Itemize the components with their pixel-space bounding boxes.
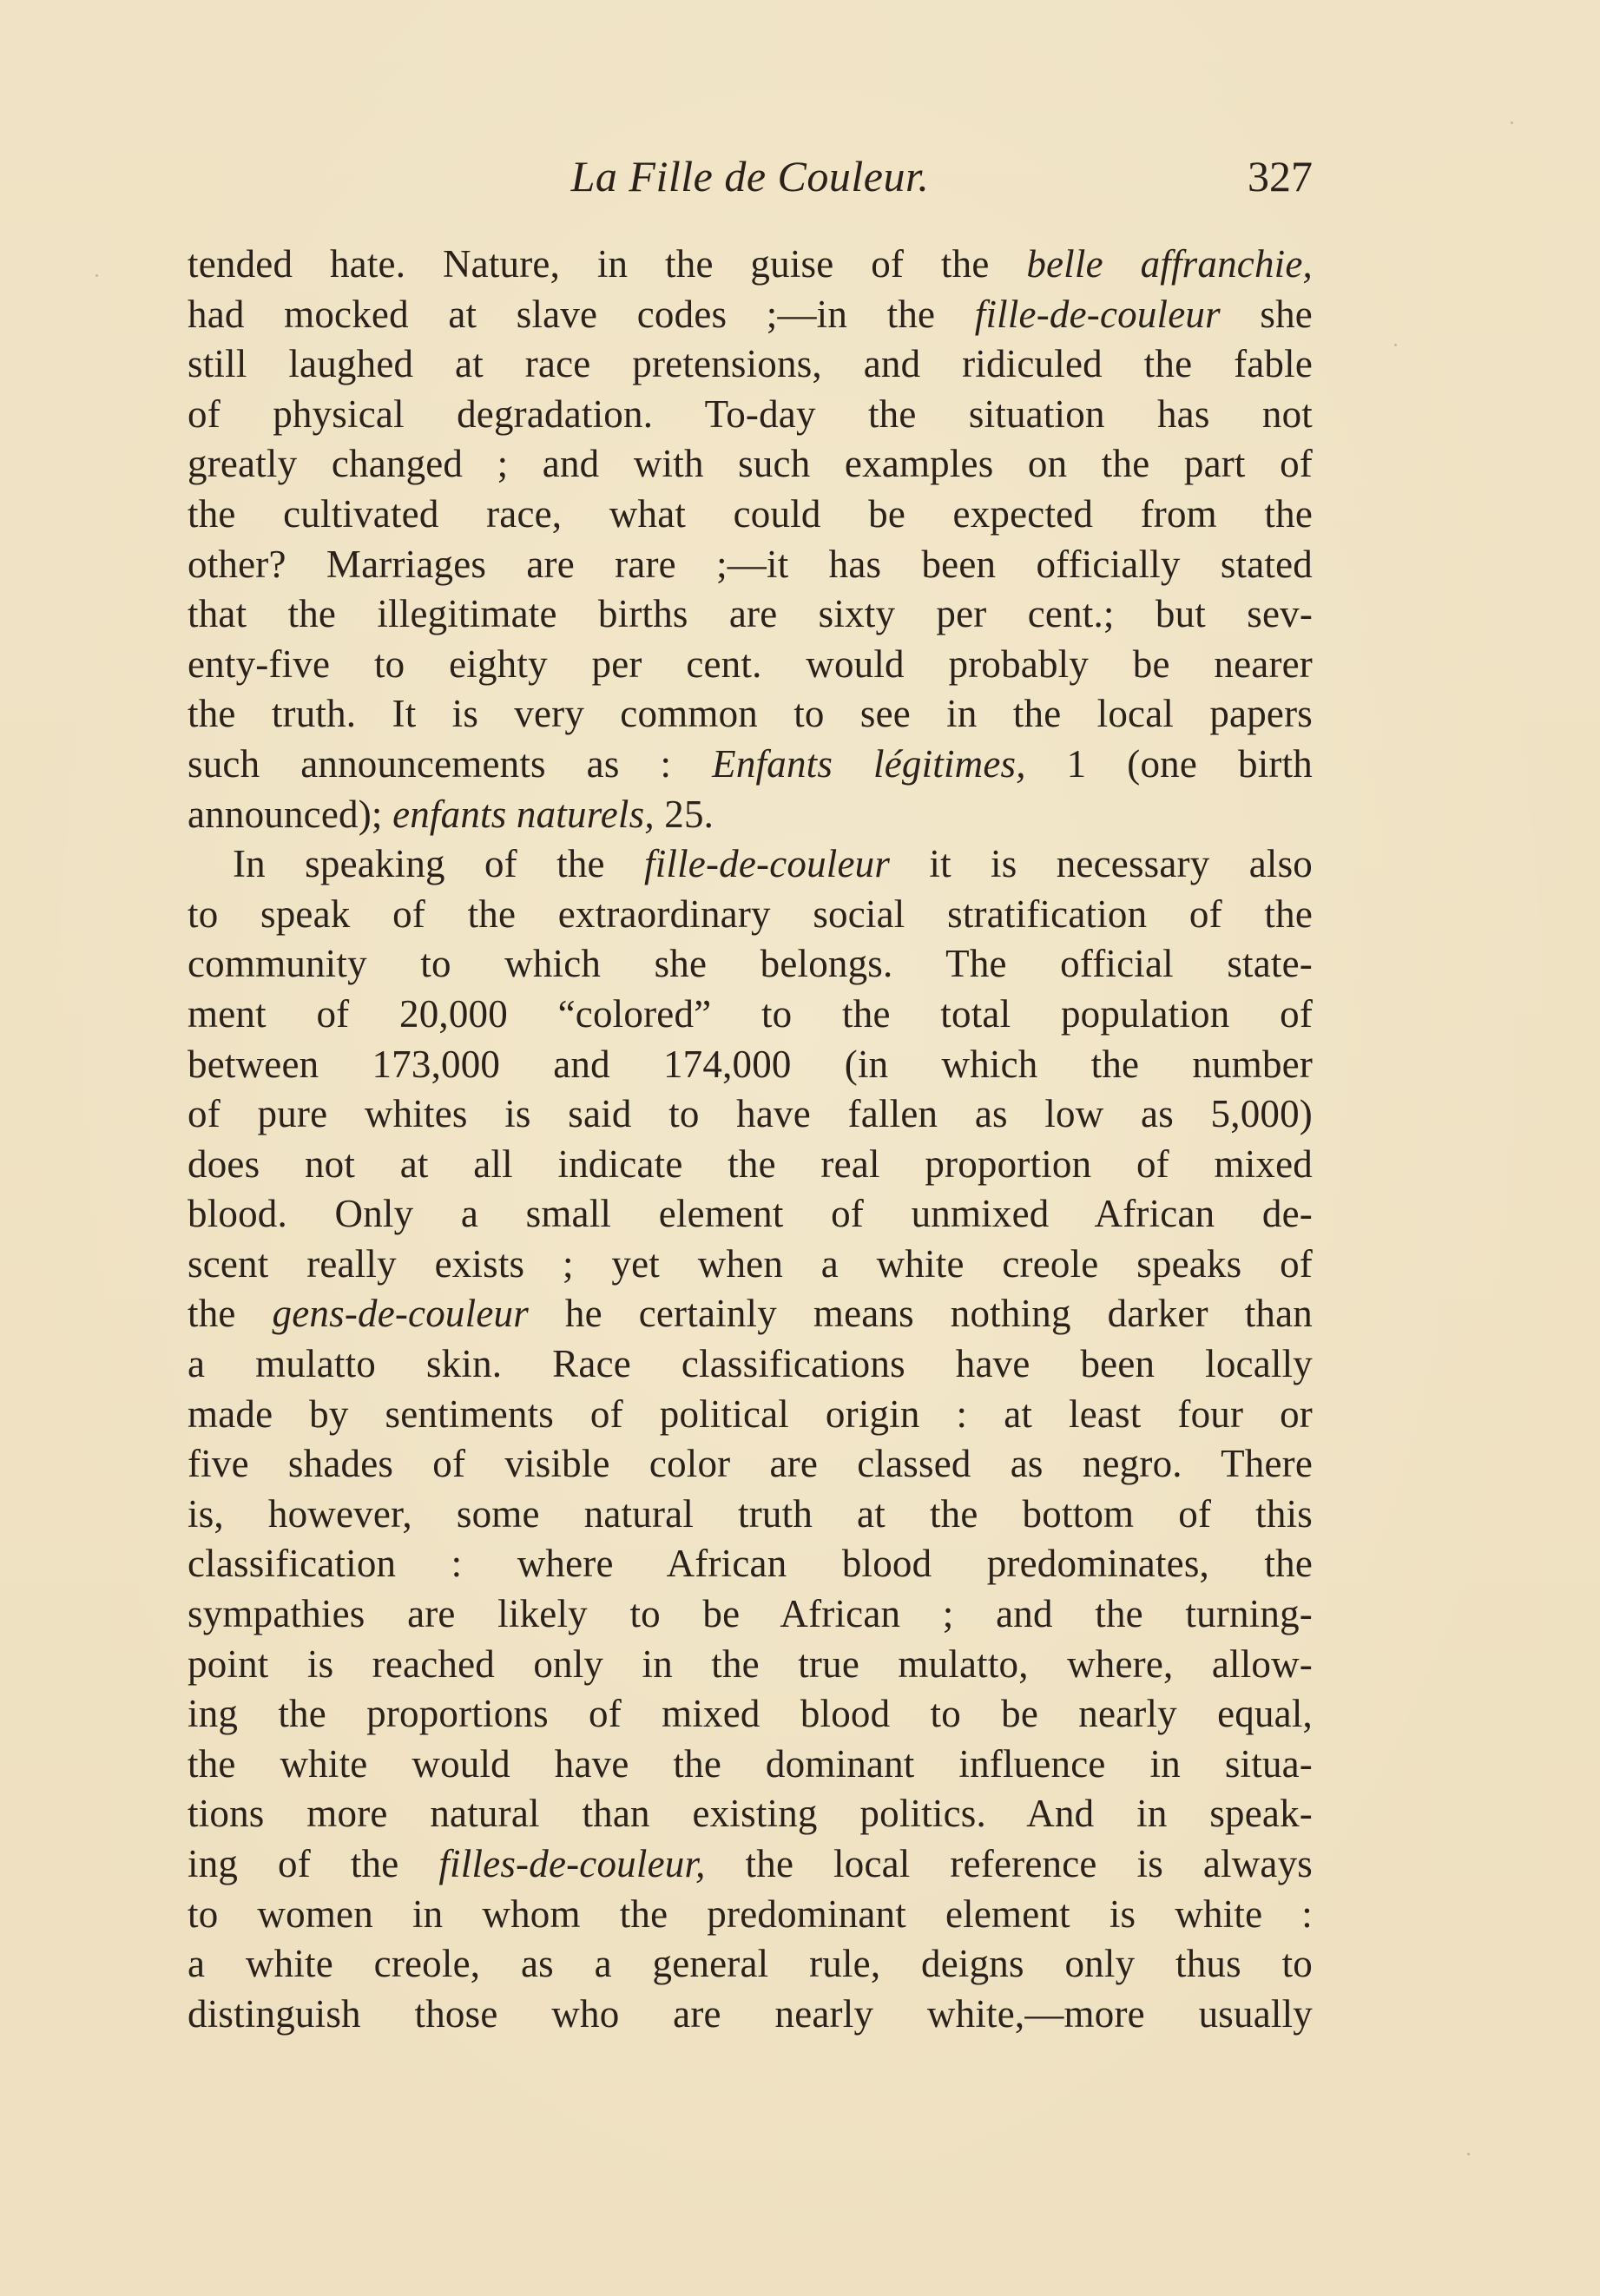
text-line (188, 1289, 1313, 1339)
text-line (188, 390, 1313, 440)
text-line (188, 640, 1313, 690)
text-line (188, 990, 1313, 1040)
text-line (188, 1439, 1313, 1490)
text-run: 1 (one birth (1025, 741, 1313, 786)
italic-term: gens-de-couleur (272, 1292, 529, 1336)
italic-term: Enfants légitimes, (712, 741, 1026, 786)
text-run: classification : where African blood predominates, the (188, 1542, 1313, 1586)
text-line (188, 1539, 1313, 1589)
text-line (188, 740, 1313, 790)
text-run: made by sentiments of political origin : at least four or (188, 1391, 1313, 1436)
text-line (188, 890, 1313, 940)
text-run: to speak of the extraordinary social stratification of the (188, 891, 1313, 936)
text-run: a mulatto skin. Race classifications have been locally (188, 1342, 1313, 1386)
text-run: 25. (654, 792, 714, 836)
text-line (188, 1189, 1313, 1240)
text-line (188, 1939, 1313, 1990)
page-number: 327 (1248, 152, 1313, 201)
text-run: blood. Only a small element of unmixed African de- (188, 1192, 1313, 1236)
text-run: of physical degradation. To-day the situation has not (188, 391, 1313, 436)
text-line (188, 290, 1313, 340)
text-run: it is necessary also (890, 842, 1313, 886)
paper-speck (1511, 122, 1513, 124)
text-run: of pure whites is said to have fallen as low as 5,000) (188, 1092, 1313, 1136)
text-run: community to which she belongs. The official state- (188, 942, 1313, 986)
text-run: is, however, some natural truth at the bottom of this (188, 1491, 1313, 1536)
text-run: still laughed at race pretensions, and ridiculed the fable (188, 342, 1313, 386)
text-line (188, 1990, 1313, 2040)
paper-speck (1467, 2153, 1470, 2155)
text-run: greatly changed ; and with such examples on the part of (188, 442, 1313, 486)
text-run: announced); (188, 792, 393, 836)
running-header (188, 146, 1313, 207)
text-line (188, 1789, 1313, 1839)
italic-term: belle affranchie, (1026, 242, 1313, 286)
text-line (188, 939, 1313, 990)
text-line (188, 1040, 1313, 1090)
text-run: In speaking of the (233, 842, 644, 886)
text-line (188, 1640, 1313, 1690)
text-run: tended hate. Nature, in the guise of the (188, 242, 1027, 286)
text-run: ment of 20,000 “colored” to the total population of (188, 991, 1313, 1036)
text-line (188, 1589, 1313, 1640)
body-text (188, 240, 1313, 2039)
text-line (188, 439, 1313, 490)
text-run: the local reference is always (705, 1842, 1313, 1885)
paper-speck (95, 274, 98, 277)
text-run: he certainly means nothing darker than (528, 1292, 1313, 1336)
text-line (188, 240, 1313, 290)
text-run: to women in whom the predominant element is white : (188, 1891, 1313, 1936)
text-line (188, 790, 1313, 840)
text-line (188, 1689, 1313, 1740)
running-title: La Fille de Couleur. (570, 152, 930, 201)
text-line (188, 1740, 1313, 1790)
text-run: five shades of visible color are classed as negro. There (188, 1442, 1313, 1486)
text-run: such announcements as : (188, 741, 713, 786)
italic-term: fille-de-couleur (974, 292, 1221, 336)
text-run: other? Marriages are rare ;—it has been officially stated (188, 542, 1313, 586)
italic-term: enfants naturels, (392, 792, 655, 836)
text-run: had mocked at slave codes ;—in the (188, 292, 975, 336)
text-run: scent really exists ; yet when a white creole speaks of (188, 1241, 1313, 1286)
text-run: the cultivated race, what could be expected from the (188, 491, 1313, 536)
text-line (188, 689, 1313, 740)
text-run: the white would have the dominant influence in situa- (188, 1741, 1313, 1786)
text-line (188, 490, 1313, 540)
italic-term: fille-de-couleur (644, 842, 891, 886)
paper-speck (1394, 344, 1397, 346)
text-line (188, 540, 1313, 590)
text-line (188, 1140, 1313, 1190)
italic-term: filles-de-couleur, (438, 1842, 706, 1885)
text-run: the (188, 1292, 273, 1336)
text-run: a white creole, as a general rule, deigns only thus to (188, 1942, 1313, 1986)
text-run: that the illegitimate births are sixty per cent.; but sev- (188, 592, 1313, 636)
text-run: distinguish those who are nearly white,—more usually (188, 1991, 1313, 2036)
text-run: point is reached only in the true mulatto, where, allow- (188, 1641, 1313, 1686)
text-line (188, 1890, 1313, 1940)
text-run: between 173,000 and 174,000 (in which the number (188, 1042, 1313, 1086)
text-line (188, 589, 1313, 640)
text-run: enty-five to eighty per cent. would probably be nearer (188, 641, 1313, 686)
text-line (188, 1839, 1313, 1890)
text-line (188, 1390, 1313, 1440)
text-line (188, 1339, 1313, 1390)
text-line (188, 1240, 1313, 1290)
text-run: ing of the (188, 1842, 439, 1885)
text-line (188, 1089, 1313, 1140)
text-run: ing the proportions of mixed blood to be nearly equal, (188, 1692, 1313, 1736)
text-line (188, 1490, 1313, 1540)
text-run: tions more natural than existing politics. And in speak- (188, 1792, 1313, 1836)
text-run: she (1220, 292, 1313, 336)
text-run: does not at all indicate the real proportion of mixed (188, 1141, 1313, 1186)
text-run: the truth. It is very common to see in the local papers (188, 692, 1313, 736)
text-line (188, 839, 1313, 890)
text-line (188, 339, 1313, 390)
text-run: sympathies are likely to be African ; and the turning- (188, 1592, 1313, 1636)
